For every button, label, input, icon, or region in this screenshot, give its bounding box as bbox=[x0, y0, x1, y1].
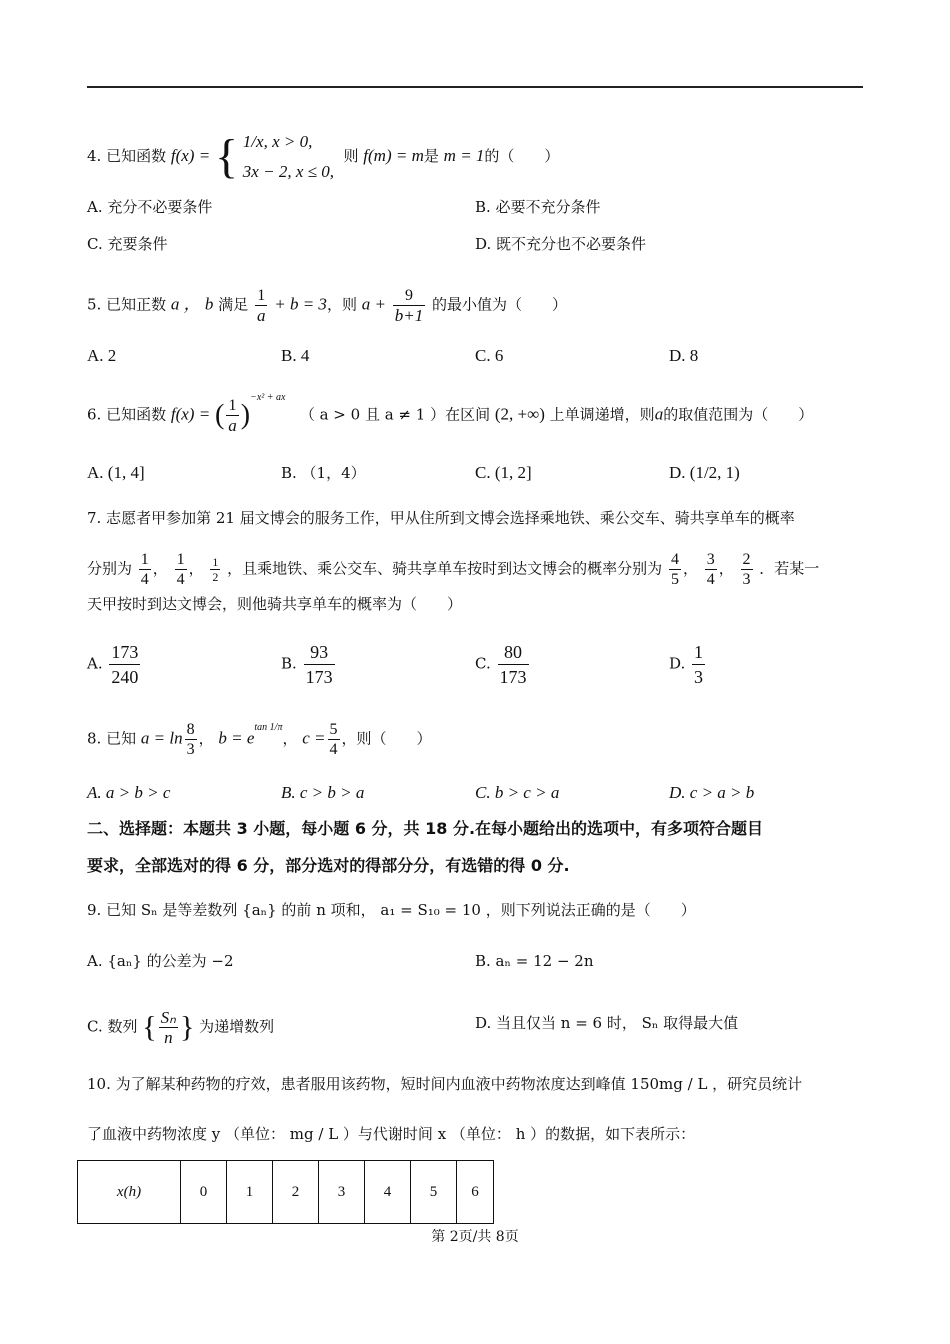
q6-option-d: D. (1/2, 1) bbox=[669, 463, 740, 482]
q8-b-exponent: tan 1/π bbox=[254, 721, 283, 733]
q6-option-c: C. (1, 2] bbox=[475, 463, 532, 482]
page-footer: 第 2页/共 8页 bbox=[431, 1229, 519, 1245]
q9-option-c: C. 数列 { $\frac{\text{Sₙ}}{n}$ } 为递增数列 bbox=[87, 1008, 275, 1047]
q9-option-a: A. {aₙ} 的公差为 −2 bbox=[87, 952, 234, 970]
q8-option-b: B. c > b > a bbox=[281, 783, 365, 802]
q6-stem: 6. 已知函数 f(x) = ( $\frac{1}{a}$ )$^{-x^2 + ax}$ （ a > 0 且 a ≠ 1 ）在区间 (2, +∞) 上单调递增，则a的取值范围为（ ） bbox=[87, 391, 814, 435]
q5-option-c: C. 6 bbox=[475, 346, 504, 365]
q4-case2: 3x − 2, x ≤ 0, bbox=[242, 162, 334, 181]
q10-line1: 10. 为了解某种药物的疗效，患者服用该药物，短时间内血液中药物浓度达到峰值 150mg / L ，研究员统计 bbox=[87, 1075, 803, 1093]
q6-option-b: B. （1，4） bbox=[281, 464, 366, 482]
table-row bbox=[78, 1161, 494, 1224]
q4-option-b: B. 必要不充分条件 bbox=[475, 198, 601, 216]
q8-option-a: A. a > b > c bbox=[87, 783, 171, 802]
q9-option-b: B. aₙ = 12 − 2n bbox=[475, 952, 594, 970]
table-cell: 3 bbox=[319, 1161, 365, 1224]
q4-option-a: A. 充分不必要条件 bbox=[87, 198, 213, 216]
table-cell: 2 bbox=[273, 1161, 319, 1224]
q4-option-c: C. 充要条件 bbox=[87, 235, 168, 253]
table-cell: 4 bbox=[365, 1161, 411, 1224]
q4-option-d: D. 既不充分也不必要条件 bbox=[475, 235, 647, 253]
table-cell: 5 bbox=[411, 1161, 457, 1224]
q5-option-d: D. 8 bbox=[669, 346, 699, 365]
q10-line2: 了血液中药物浓度 y （单位： mg / L ）与代谢时间 x （单位： h ）的数据，如下表所示： bbox=[87, 1125, 696, 1143]
q7-option-d: D. $\frac{1}{3}$ bbox=[669, 642, 704, 687]
q7-option-a: A. $\frac{173}{240}$ bbox=[87, 642, 139, 687]
q7-line1: 7. 志愿者甲参加第 21 届文博会的服务工作，甲从住所到文博会选择乘地铁、乘公交车、骑共享单车的概率 bbox=[87, 509, 795, 527]
q8-stem: 8. 已知 a = ln $\frac{8}{3}$ ， $b = e^{tan 1/\pi}$， c = $\frac{5}{4}$ ，则（ ） bbox=[87, 721, 432, 758]
q7-line2: 分别为 $\frac{1}{4}$ ， $\frac{1}{4}$ ， $\frac{1}{2}$ ，且乘地铁、乘公交车、骑共享单车按时到达文博会的概率分别为 $\frac{4}{5}$ ， $\frac{3}{4}$ ， $\frac{2}{3}$ ．若某一 bbox=[87, 551, 820, 588]
table-cell: 6 bbox=[457, 1161, 494, 1224]
table-cell: 0 bbox=[181, 1161, 227, 1224]
q8-option-c: C. b > c > a bbox=[475, 783, 560, 802]
table-header-cell: x(h) bbox=[78, 1161, 181, 1224]
q5-stem: 5. 已知正数 a ， b 满足 $\frac{1}{a}$ + b = 3，则 a + $\frac{9}{b+1}$ 的最小值为（ ） bbox=[87, 287, 568, 325]
q8-option-d: D. c > a > b bbox=[669, 783, 755, 802]
table-cell: 1 bbox=[227, 1161, 273, 1224]
top-rule bbox=[87, 86, 863, 88]
q6-exponent: −x² + ax bbox=[250, 391, 286, 403]
q7-option-c: C. $\frac{80}{173}$ bbox=[475, 642, 527, 687]
q4-stem: 4. 已知函数 f(x) = { 1/x, x > 0, 3x − 2, x ≤ 0, 则 f(m) = m是 m = 1的（ ） bbox=[87, 127, 559, 187]
q7-line3: 天甲按时到达文博会，则他骑共享单车的概率为（ ） bbox=[87, 595, 463, 613]
q4-case1: 1/x, x > 0, bbox=[242, 132, 313, 151]
q9-option-d: D. 当且仅当 n = 6 时， Sₙ 取得最大值 bbox=[475, 1014, 739, 1032]
q5-option-b: B. 4 bbox=[281, 346, 310, 365]
q10-data-table bbox=[77, 1160, 494, 1224]
section2-heading-line1: 二、选择题：本题共 3 小题，每小题 6 分，共 18 分.在每小题给出的选项中，有多项符合题目 bbox=[87, 819, 764, 838]
section2-heading-line2: 要求，全部选对的得 6 分，部分选对的得部分分，有选错的得 0 分. bbox=[87, 856, 570, 875]
q5-option-a: A. 2 bbox=[87, 346, 117, 365]
q9-stem: 9. 已知 Sₙ 是等差数列 {aₙ} 的前 n 项和， a₁ = S₁₀ = 10 ，则下列说法正确的是（ ） bbox=[87, 901, 696, 919]
q7-option-b: B. $\frac{93}{173}$ bbox=[281, 642, 333, 687]
q6-option-a: A. (1, 4] bbox=[87, 463, 145, 482]
